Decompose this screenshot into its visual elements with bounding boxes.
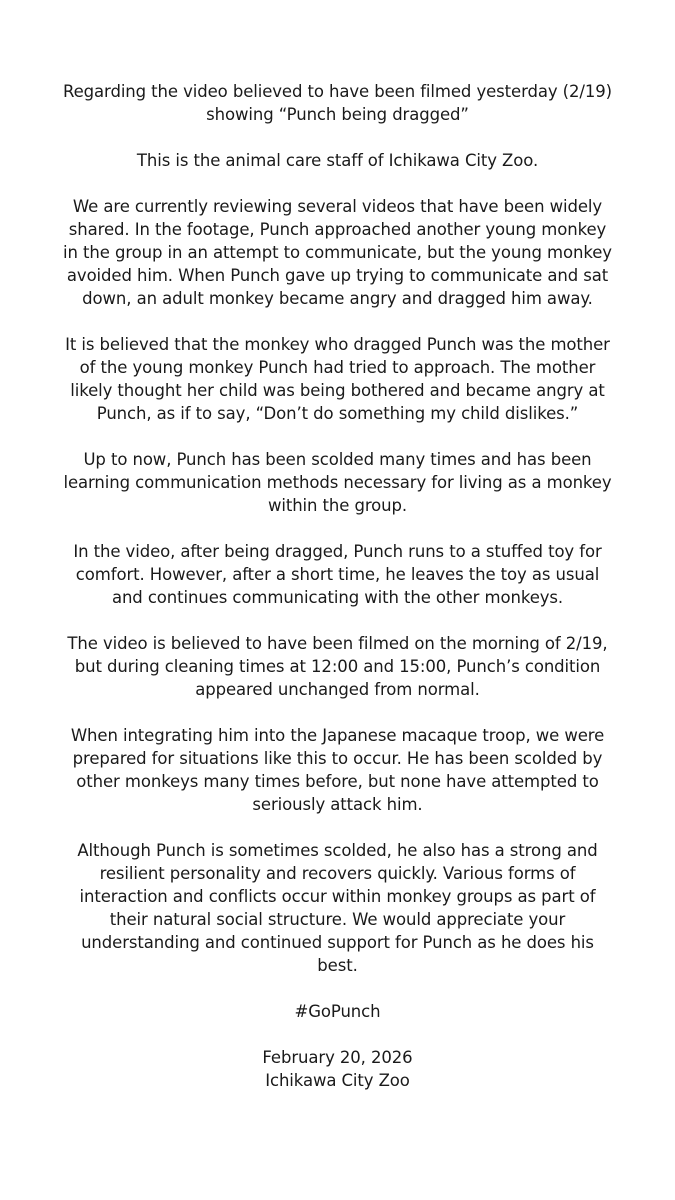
- paragraph-history: Up to now, Punch has been scolded many times and has been learning communication methods necessary for living as a monkey within the group.: [63, 450, 612, 515]
- signature-organization: Ichikawa City Zoo: [265, 1071, 410, 1090]
- paragraph-footage: We are currently reviewing several videos that have been widely shared. In the footage, Punch approached another young monkey in the group in an attempt to communicate, but the young monkey avoided him. When Punch gave up trying to communicate and sat down, an adult monkey became angry and dragged him away.: [63, 197, 612, 308]
- paragraph-support: Although Punch is sometimes scolded, he also has a strong and resilient personality and recovers quickly. Various forms of interaction and conflicts occur within monkey groups as part of their natural social structure. We would appreciate your understanding and continued support for Punch as he does his best.: [77, 841, 598, 975]
- paragraph-intro: This is the animal care staff of Ichikawa City Zoo.: [136, 151, 539, 170]
- paragraph-mother: It is believed that the monkey who dragged Punch was the mother of the young monkey Punch had tried to approach. The mother likely thought her child was being bothered and became angry at Punch, as if to say, “Don’t do something my child dislikes.”: [65, 335, 610, 423]
- signature-date: February 20, 2026: [262, 1048, 413, 1067]
- zoo-statement: [60, 80, 615, 1092]
- statement-title: [60, 80, 615, 126]
- hashtag: #GoPunch: [294, 1002, 381, 1021]
- paragraph-condition: The video is believed to have been filmed on the morning of 2/19, but during cleaning times at 12:00 and 15:00, Punch’s condition appeared unchanged from normal.: [67, 634, 608, 699]
- title-line-1: Regarding the video believed to have been filmed yesterday (2/19): [63, 82, 612, 101]
- signature: [60, 1046, 615, 1092]
- paragraph-stuffed-toy: In the video, after being dragged, Punch runs to a stuffed toy for comfort. However, after a short time, he leaves the toy as usual and continues communicating with the other monkeys.: [73, 542, 602, 607]
- title-line-2: showing “Punch being dragged”: [206, 105, 469, 124]
- paragraph-integration: When integrating him into the Japanese macaque troop, we were prepared for situations like this to occur. He has been scolded by other monkeys many times before, but none have attempted to seriously attack him.: [70, 726, 605, 814]
